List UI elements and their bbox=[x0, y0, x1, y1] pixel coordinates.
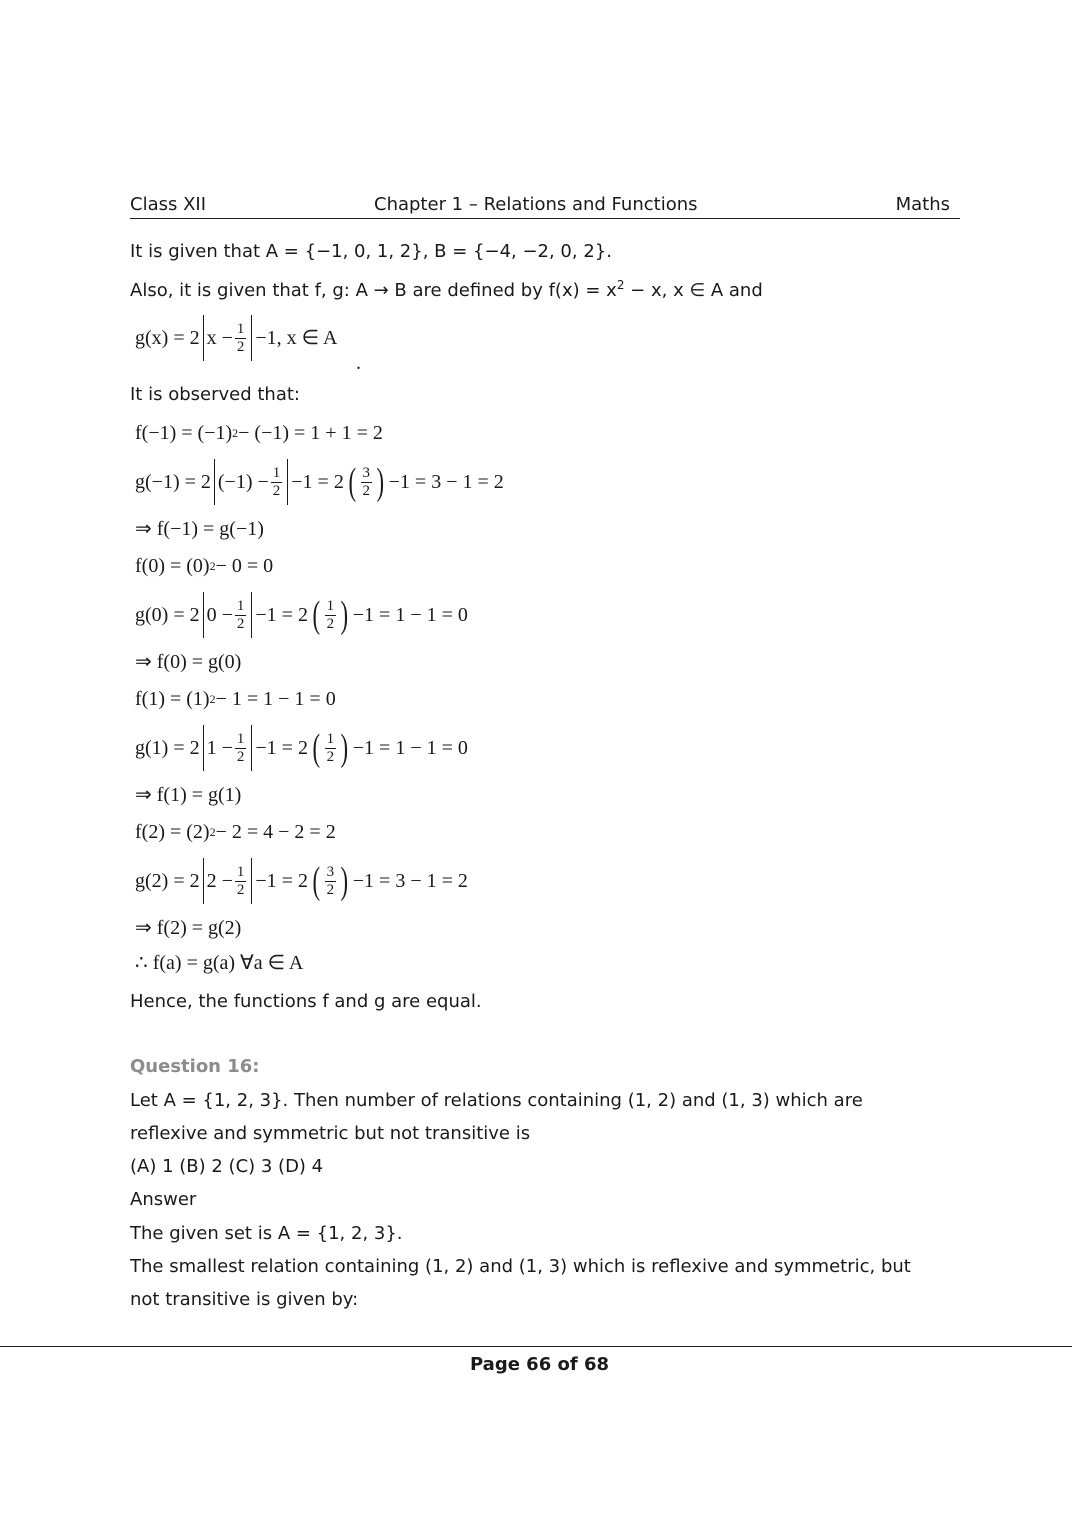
answer-line-3: not transitive is given by: bbox=[130, 1289, 359, 1310]
intro-line-2-b: − x, x ∈ A and bbox=[624, 280, 763, 301]
paren-fraction: ( $\frac{1}{2}$ ) bbox=[312, 727, 349, 769]
page-number: Page 66 of 68 bbox=[469, 1354, 610, 1375]
frac-den: 2 bbox=[272, 482, 281, 499]
eq-sup: 2 bbox=[209, 559, 216, 573]
frac-den: 2 bbox=[236, 615, 245, 632]
abs-value bbox=[203, 592, 253, 638]
frac-den: 2 bbox=[326, 615, 335, 632]
fraction bbox=[361, 465, 373, 500]
equation-g-minus1 bbox=[135, 457, 504, 507]
abs-content: (−1) − bbox=[217, 471, 269, 493]
intro-line-1: It is given that A = {−1, 0, 1, 2}, B = {−4, −2, 0, 2}. bbox=[130, 241, 612, 262]
frac-num: 1 bbox=[272, 464, 281, 481]
footer-rule bbox=[0, 1346, 1072, 1347]
frac-num: 1 bbox=[326, 597, 335, 614]
paren-fraction: ( $\frac{1}{2}$ ) bbox=[312, 594, 349, 636]
g-def-lhs: g(x) = 2 bbox=[135, 327, 200, 349]
eq-rhs: −1 = 3 − 1 = 2 bbox=[352, 870, 468, 892]
paren-fraction: ( $\frac{3}{2}$ ) bbox=[348, 461, 385, 503]
implication-2: ⇒ f(2) = g(2) bbox=[135, 917, 242, 939]
question-16-title: Question 16: bbox=[130, 1056, 260, 1077]
implication-1: ⇒ f(1) = g(1) bbox=[135, 784, 242, 806]
fraction bbox=[325, 731, 337, 766]
frac-num: 1 bbox=[236, 730, 245, 747]
abs-value bbox=[203, 725, 253, 771]
fraction-half bbox=[235, 598, 247, 633]
observed-text: It is observed that: bbox=[130, 384, 300, 405]
eq-sup: 2 bbox=[209, 692, 216, 706]
abs-content: 2 − bbox=[206, 870, 233, 892]
equation-f-2 bbox=[135, 819, 336, 845]
abs-content: 1 − bbox=[206, 737, 233, 759]
page-header bbox=[130, 194, 960, 219]
conclusion-text: Hence, the functions f and g are equal. bbox=[130, 991, 482, 1012]
frac-num: 1 bbox=[236, 863, 245, 880]
fraction-half bbox=[271, 465, 283, 500]
eq-mid: −1 = 2 bbox=[255, 604, 308, 626]
equation-f-1 bbox=[135, 686, 336, 712]
frac-den: 2 bbox=[236, 881, 245, 898]
frac-num: 1 bbox=[326, 730, 335, 747]
eq-rhs: −1 = 1 − 1 = 0 bbox=[352, 604, 468, 626]
equation-g-2 bbox=[135, 856, 468, 906]
eq-sup: 2 bbox=[209, 825, 216, 839]
fraction-half bbox=[235, 731, 247, 766]
eq-mid: −1 = 2 bbox=[291, 471, 344, 493]
intro-line-2-a: Also, it is given that f, g: A → B are defined by f(x) = x bbox=[130, 280, 617, 301]
frac-num: 1 bbox=[236, 320, 245, 337]
eq-mid: −1 = 2 bbox=[255, 870, 308, 892]
fraction bbox=[325, 598, 337, 633]
eq-rhs: −1 = 1 − 1 = 0 bbox=[352, 737, 468, 759]
eq-lhs: g(−1) = 2 bbox=[135, 471, 211, 493]
eq-part: f(−1) = (−1) bbox=[135, 422, 233, 444]
fraction bbox=[325, 864, 337, 899]
paren-fraction: ( $\frac{3}{2}$ ) bbox=[312, 860, 349, 902]
frac-den: 2 bbox=[236, 748, 245, 765]
answer-label: Answer bbox=[130, 1189, 197, 1210]
abs-value bbox=[203, 858, 253, 904]
abs-content: x − bbox=[206, 327, 233, 349]
answer-line-1: The given set is A = {1, 2, 3}. bbox=[130, 1223, 403, 1244]
eq-lhs: g(1) = 2 bbox=[135, 737, 200, 759]
intro-line-2-sup: 2 bbox=[616, 278, 625, 292]
intro-line-2 bbox=[130, 273, 763, 303]
equation-g-1 bbox=[135, 723, 468, 773]
abs-content: 0 − bbox=[206, 604, 233, 626]
eq-rhs: −1 = 3 − 1 = 2 bbox=[388, 471, 504, 493]
abs-value bbox=[203, 315, 253, 361]
eq-part: − 0 = 0 bbox=[215, 555, 274, 577]
eq-mid: −1 = 2 bbox=[255, 737, 308, 759]
eq-lhs: g(0) = 2 bbox=[135, 604, 200, 626]
header-subject: Maths bbox=[895, 194, 950, 215]
eq-part: f(2) = (2) bbox=[135, 821, 210, 843]
eq-lhs: g(2) = 2 bbox=[135, 870, 200, 892]
eq-part: − (−1) = 1 + 1 = 2 bbox=[238, 422, 383, 444]
frac-den: 2 bbox=[326, 881, 335, 898]
implication-minus1: ⇒ f(−1) = g(−1) bbox=[135, 518, 264, 540]
g-def-rhs: −1, x ∈ A bbox=[255, 327, 338, 349]
header-class: Class XII bbox=[130, 194, 207, 215]
equation-f-minus1 bbox=[135, 420, 383, 446]
header-chapter: Chapter 1 – Relations and Functions bbox=[374, 194, 698, 215]
frac-num: 3 bbox=[362, 464, 370, 481]
answer-line-2: The smallest relation containing (1, 2) and (1, 3) which is reflexive and symmetric, but bbox=[130, 1256, 911, 1277]
therefore-statement: ∴ f(a) = g(a) ∀a ∈ A bbox=[135, 952, 304, 974]
equation-f-0 bbox=[135, 553, 273, 579]
frac-den: 2 bbox=[236, 338, 245, 355]
abs-value bbox=[214, 459, 288, 505]
frac-num: 3 bbox=[326, 863, 335, 880]
fraction-half bbox=[235, 864, 247, 899]
frac-num: 1 bbox=[236, 597, 245, 614]
question-16-text-2: reflexive and symmetric but not transitive is bbox=[130, 1123, 531, 1144]
eq-part: f(1) = (1) bbox=[135, 688, 210, 710]
eq-sup: 2 bbox=[232, 426, 239, 440]
eq-part: − 1 = 1 − 1 = 0 bbox=[215, 688, 336, 710]
equation-g-0 bbox=[135, 590, 468, 640]
eq-part: f(0) = (0) bbox=[135, 555, 210, 577]
equation-g-definition bbox=[135, 313, 337, 363]
eq-part: − 2 = 4 − 2 = 2 bbox=[215, 821, 336, 843]
question-16-options: (A) 1 (B) 2 (C) 3 (D) 4 bbox=[130, 1156, 324, 1177]
stray-dot: . bbox=[356, 352, 361, 374]
fraction-half bbox=[235, 321, 247, 356]
implication-0: ⇒ f(0) = g(0) bbox=[135, 651, 242, 673]
question-16-text-1: Let A = {1, 2, 3}. Then number of relations containing (1, 2) and (1, 3) which are bbox=[130, 1090, 863, 1111]
frac-den: 2 bbox=[362, 482, 370, 499]
frac-den: 2 bbox=[326, 748, 335, 765]
